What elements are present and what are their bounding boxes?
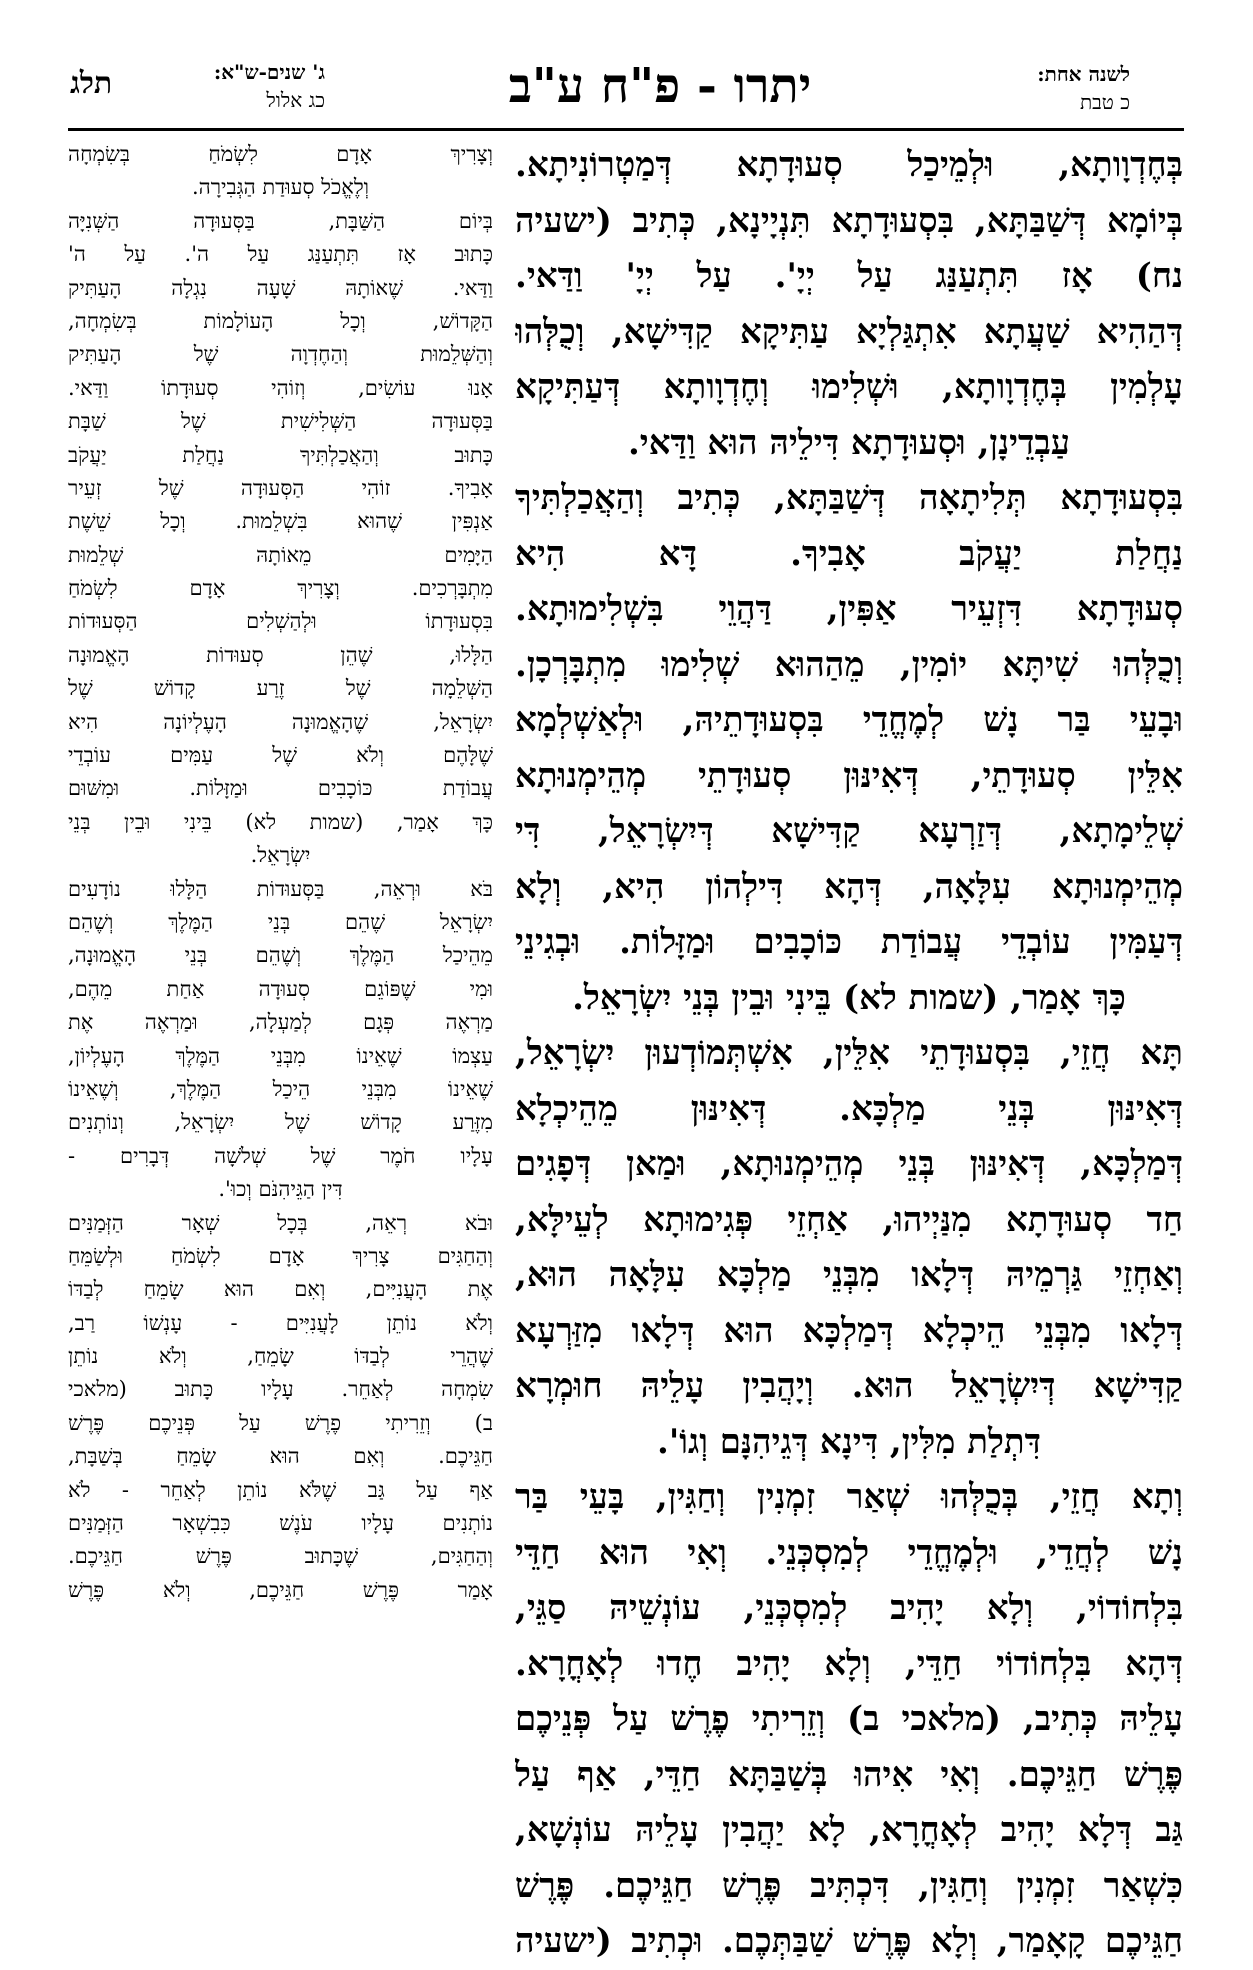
text-line: עָלְמִין בְּחֶדְוָותָא, וּשְׁלִימוּ וְחֶדְוָותָא דְּעַתִּיקָא bbox=[515, 367, 1183, 407]
page-title: יתרו - פ"ח ע"ב bbox=[508, 58, 812, 114]
translation-line: כָּתוּב אָז תִּתְעַנַּג עַל ה'. עַל ה' bbox=[68, 242, 493, 267]
translation-line: אָבִיךָ. זוֹהִי הַסְּעוּדָה שֶׁל זְעֵיר bbox=[68, 475, 493, 500]
translation-line: וְלֹא נוֹתֵן לָעֲנִיִּים - עָנְשׁוֹ רַב, bbox=[68, 1310, 493, 1335]
translation-line: מִתְבָּרְכִים. וְצָרִיךְ אָדָם לִשְׂמֹחַ bbox=[68, 576, 493, 601]
text-line: דְּהָא בִּלְחוֹדוֹי חַדֵּי, וְלָא יָהִיב חֶדוּ לְאָחֳרָא. bbox=[515, 1643, 1183, 1684]
text-line: עָלֵיהּ כְּתִיב, (מלאכי ב) וְזֵרִיתִי פֶרֶשׁ עַל פְּנֵיכֶם bbox=[515, 1699, 1183, 1739]
text-line: אִלֵּין סְעוּדָתֵי, דְּאִינּוּן סְעוּדָתֵי מְהֵימְנוּתָא bbox=[515, 755, 1183, 796]
schedule-three-years-date: כג אלול bbox=[266, 88, 325, 112]
text-line: מְהֵימְנוּתָא עִלָּאָה, דְּהָא דִּילְהוֹן הִיא, וְלָא bbox=[515, 866, 1183, 907]
translation-line: יִשְׂרָאֵל שֶׁהֵם בְּנֵי הַמֶּלֶךְ וְשֶׁהֵם bbox=[68, 909, 493, 934]
text-line: בִּסְעוּדָתָא תְּלִיתָאָה דְּשַׁבַּתָּא, כְּתִיב וְהַאֲכַלְתִּיךָ bbox=[515, 478, 1183, 518]
text-line: דְּלָאו מִבְּנֵי הֵיכְלָא דְּמַלְכָּא הוּא דְּלָאו מִזַּרְעָא bbox=[515, 1310, 1183, 1351]
translation-line: שֶׁאֵינוֹ מִבְּנֵי הֵיכַל הַמֶּלֶךְ, וְשֶׁאֵינוֹ bbox=[68, 1076, 493, 1101]
schedule-one-year-date: כ טבת bbox=[1079, 90, 1130, 114]
text-line: כָּךְ אָמַר, (שמות לא) בֵּינִי וּבֵין בְּנֵי יִשְׂרָאֵל. bbox=[572, 977, 1126, 1018]
translation-line: הַקָּדוֹשׁ, וְכָל הָעוֹלָמוֹת בְּשִׂמְחָה, bbox=[68, 308, 493, 333]
translation-line: שֶׁלָּהֶם וְלֹא שֶׁל עַמִּים עוֹבְדֵי bbox=[68, 743, 493, 768]
translation-line: עֲבוֹדַת כּוֹכָבִים וּמַזָּלוֹת. וּמִשּׁוּם bbox=[68, 776, 493, 801]
text-line: וְכֻלְּהוּ שִׁיתָּא יוֹמִין, מֵהַהוּא שְׁלִימוּ מִתְבָּרְכָן. bbox=[515, 644, 1183, 685]
text-line: וְאַחְזֵי גַּרְמֵיהּ דְּלָאו מִבְּנֵי מַלְכָּא עִלָּאָה הוּא, bbox=[515, 1255, 1183, 1295]
page-number: תלג bbox=[70, 66, 113, 101]
text-line: בִּלְחוֹדוֹי, וְלָא יָהִיב לְמִסְכְּנֵי, עוֹנְשֵׁיהּ סַגֵּי, bbox=[515, 1588, 1183, 1628]
translation-line: יִשְׂרָאֵל. bbox=[250, 843, 311, 868]
translation-line: וְהַחַגִּים, שֶׁכָּתוּב פֶּרֶשׁ חַגֵּיכֶם. bbox=[68, 1544, 493, 1569]
translation-line: עַצְמוֹ שֶׁאֵינוֹ מִבְּנֵי הַמֶּלֶךְ הָעֶלְיוֹן, bbox=[68, 1043, 493, 1068]
translation-line: אַנְפִּין שֶׁהוּא בִּשְׁלֵמוּת. וְכָל שֵׁשֶׁת bbox=[68, 509, 493, 534]
schedule-three-years: ג' שנים-ש"א: bbox=[213, 60, 325, 84]
translation-line: מֵהֵיכַל הַמֶּלֶךְ וְשֶׁהֵם בְּנֵי הָאֱמוּנָה, bbox=[68, 943, 493, 968]
translation-line: חַגֵּיכֶם. וְאִם הוּא שָׂמֵחַ בְּשַׁבָּת, bbox=[68, 1444, 493, 1469]
text-line: פֶּרֶשׁ חַגֵּיכֶם. וְאִי אִיהוּ בְּשַׁבַּתָּא חַדֵּי, אַף עַל bbox=[515, 1754, 1183, 1795]
text-line: דְּהַהִיא שַׁעֲתָא אִתְגַּלְיָא עַתִּיקָא קַדִּישָׁא, וְכֻלְּהוּ bbox=[515, 311, 1183, 352]
text-line: דְּעַמִּין עוֹבְדֵי עֲבוֹדַת כּוֹכָבִים וּמַזָּלוֹת. וּבְגִינֵי bbox=[515, 922, 1183, 962]
text-line: דְּאִינּוּן בְּנֵי מַלְכָּא. דְּאִינּוּן מֵהֵיכְלָא bbox=[515, 1088, 1183, 1129]
translation-line: שֶׁהֲרֵי לְבַדּוֹ שָׂמֵחַ, וְלֹא נוֹתֵן bbox=[68, 1344, 493, 1369]
translation-line: הַשְּׁלֵמָה שֶׁל זֶרַע קָדוֹשׁ שֶׁל bbox=[68, 676, 493, 701]
page-header bbox=[0, 58, 1253, 128]
hebrew-translation-column bbox=[68, 138, 493, 1607]
translation-line: וְלֶאֱכֹל סְעוּדַת הַגְּבִירָה. bbox=[191, 175, 370, 200]
schedule-one-year: לשנה אחת: bbox=[1037, 62, 1130, 86]
translation-line: אַף עַל גַּב שֶׁלֹּא נוֹתֵן לְאַחֵר - לֹא bbox=[68, 1477, 493, 1502]
translation-line: וְהַשְּׁלֵמוּת וְהַחֶדְוָה שֶׁל הָעַתִּיק bbox=[68, 342, 493, 367]
translation-line: מַרְאֶה פְּגָם לְמַעְלָה, וּמַרְאֶה אֶת bbox=[68, 1010, 493, 1035]
text-line: סְעוּדָתָא דִּזְעֵיר אַפִּין, דַּהֲוֵי בִּשְׁלִימוּתָא. bbox=[515, 589, 1183, 629]
translation-line: כָּתוּב וְהַאֲכַלְתִּיךָ נַחֲלַת יַעֲקֹב bbox=[68, 442, 493, 467]
text-line: נח) אָז תִּתְעַנַּג עַל יְיָ'. עַל יְיָ' וַדַּאי. bbox=[515, 256, 1183, 296]
text-line: נַחֲלַת יַעֲקֹב אָבִיךָ. דָּא הִיא bbox=[515, 533, 1183, 574]
text-line: דִּתְלַת מִלִּין, דִּינָא דְּגֵיהִנָּם וְגוֹ'. bbox=[657, 1421, 1041, 1462]
translation-line: אֶת הָעֲנִיִּים, וְאִם הוּא שָׂמֵחַ לְבַדּוֹ bbox=[68, 1277, 493, 1302]
translation-line: ב) וְזֵרִיתִי פֶרֶשׁ עַל פְּנֵיכֶם פֶּרֶשׁ bbox=[68, 1410, 493, 1435]
text-line: בְּחֶדְוָותָא, וּלְמֵיכַל סְעוּדָתָא דְּמַטְרוֹנִיתָא. bbox=[515, 145, 1183, 185]
text-line: שְׁלֵימָתָא, דְּזַרְעָא קַדִּישָׁא דְּיִשְׂרָאֵל, דִּי bbox=[515, 811, 1183, 851]
text-line: בְּיוֹמָא דְּשַׁבַּתָּא, בִּסְעוּדָתָא תִּנְיָינָא, כְּתִיב (ישעיה bbox=[515, 200, 1183, 241]
aramaic-text-column bbox=[515, 138, 1183, 1970]
text-line: חַד סְעוּדָתָא מִנַּיְיהוּ, אַחְזֵי פְּגִימוּתָא לְעֵילָּא, bbox=[515, 1199, 1183, 1240]
translation-line: בְּיוֹם הַשַּׁבָּת, בַּסְּעוּדָה הַשְּׁנִיָּה bbox=[68, 208, 493, 233]
translation-line: אָנוּ עוֹשִׂים, וְזוֹהִי סְעוּדָתוֹ וַדַּאי. bbox=[68, 375, 493, 400]
text-line: דְּמַלְכָּא, דְּאִינּוּן בְּנֵי מְהֵימְנוּתָא, וּמַאן דְּפָגִים bbox=[515, 1144, 1183, 1184]
text-line: כִּשְׁאַר זִמְנִין וְחַגִּין, דִּכְתִּיב פֶּרֶשׁ חַגֵּיכֶם. פֶּרֶשׁ bbox=[515, 1865, 1183, 1906]
translation-line: עָלָיו חֹמֶר שֶׁל שְׁלֹשָׁה דְּבָרִים - bbox=[68, 1143, 493, 1168]
text-line: חַגֵּיכֶם קָאָמַר, וְלָא פֶּרֶשׁ שַׁבַּתְּכֶם. וּכְתִיב (ישעיה bbox=[515, 1921, 1183, 1961]
translation-line: וּבֹא רְאֵה, בְּכָל שְׁאָר הַזְּמַנִּים bbox=[68, 1210, 493, 1235]
translation-line: הַיָּמִים מֵאוֹתָהּ שְׁלֵמוּת bbox=[68, 542, 493, 567]
translation-line: וַדַּאי. שֶׁאוֹתָהּ שָׁעָה נִגְלָה הָעַתִּיק bbox=[68, 275, 493, 300]
translation-line: בֹּא וּרְאֵה, בַּסְּעוּדוֹת הַלָּלוּ נוֹדָעִים bbox=[68, 876, 493, 901]
header-divider bbox=[68, 128, 1184, 131]
text-line: קַדִּישָׁא דְּיִשְׂרָאֵל הוּא. וְיָהֲבִין עָלֵיהּ חוּמְרָא bbox=[515, 1366, 1183, 1406]
translation-line: שִׂמְחָה לְאַחֵר. עָלָיו כָּתוּב (מלאכי bbox=[68, 1377, 493, 1402]
translation-line: יִשְׂרָאֵל, שֶׁהָאֱמוּנָה הָעֶלְיוֹנָה הִיא bbox=[68, 709, 493, 734]
translation-line: הַלָּלוּ, שֶׁהֵן סְעוּדוֹת הָאֱמוּנָה bbox=[68, 642, 493, 667]
translation-line: נוֹתְנִים עָלָיו עֹנֶשׁ כִּבִשְׁאָר הַזְּמַנִּים bbox=[68, 1511, 493, 1536]
translation-line: וְהַחַגִּים צָרִיךְ אָדָם לִשְׂמֹחַ וּלְשַׂמֵּחַ bbox=[68, 1243, 493, 1268]
translation-line: אָמַר פֶּרֶשׁ חַגֵּיכֶם, וְלֹא פֶּרֶשׁ bbox=[68, 1577, 493, 1602]
text-line: עַבְדֵינָן, וּסְעוּדָתָא דִּילֵיהּ הוּא וַדַּאי. bbox=[627, 422, 1071, 463]
translation-line: דִּין הַגֵּיהִנֹּם וְכוּ'. bbox=[218, 1177, 343, 1202]
text-line: גַּב דְּלָא יָהִיב לְאָחֳרָא, לָא יַהֲבִין עָלֵיהּ עוֹנְשָׁא, bbox=[515, 1810, 1183, 1850]
text-line: תָּא חֲזֵי, בִּסְעוּדָתֵי אִלֵּין, אִשְׁתְּמוֹדְעוּן יִשְׂרָאֵל, bbox=[515, 1033, 1183, 1073]
translation-line: בִּסְעוּדָתוֹ וּלְהַשְׁלִים הַסְּעוּדוֹת bbox=[68, 609, 493, 634]
text-line: וְתָא חֲזֵי, בְּכֻלְּהוּ שְׁאַר זִמְנִין וְחַגִּין, בָּעֵי בַּר bbox=[515, 1477, 1183, 1517]
text-line: נָשׁ לְחֲדֵי, וּלְמֶחֱדֵי לְמִסְכְּנֵי. וְאִי הוּא חַדֵּי bbox=[515, 1532, 1183, 1573]
translation-line: בַּסְּעוּדָה הַשְּׁלִישִׁית שֶׁל שַׁבָּת bbox=[68, 409, 493, 434]
translation-line: כָּךְ אָמַר, (שמות לא) בֵּינִי וּבֵין בְּנֵי bbox=[68, 809, 493, 834]
translation-line: מִזֶּרַע קָדוֹשׁ שֶׁל יִשְׂרָאֵל, וְנוֹתְנִים bbox=[68, 1110, 493, 1135]
translation-line: וּמִי שֶׁפּוֹגֵם סְעוּדָה אַחַת מֵהֶם, bbox=[68, 976, 493, 1001]
translation-line: וְצָרִיךְ אָדָם לִשְׂמֹחַ בְּשִׂמְחָה bbox=[68, 142, 493, 166]
text-line: וּבָעֵי בַּר נָשׁ לְמֶחֱדֵי בִּסְעוּדָתֵיהּ, וּלְאַשְׁלְמָא bbox=[515, 700, 1183, 740]
